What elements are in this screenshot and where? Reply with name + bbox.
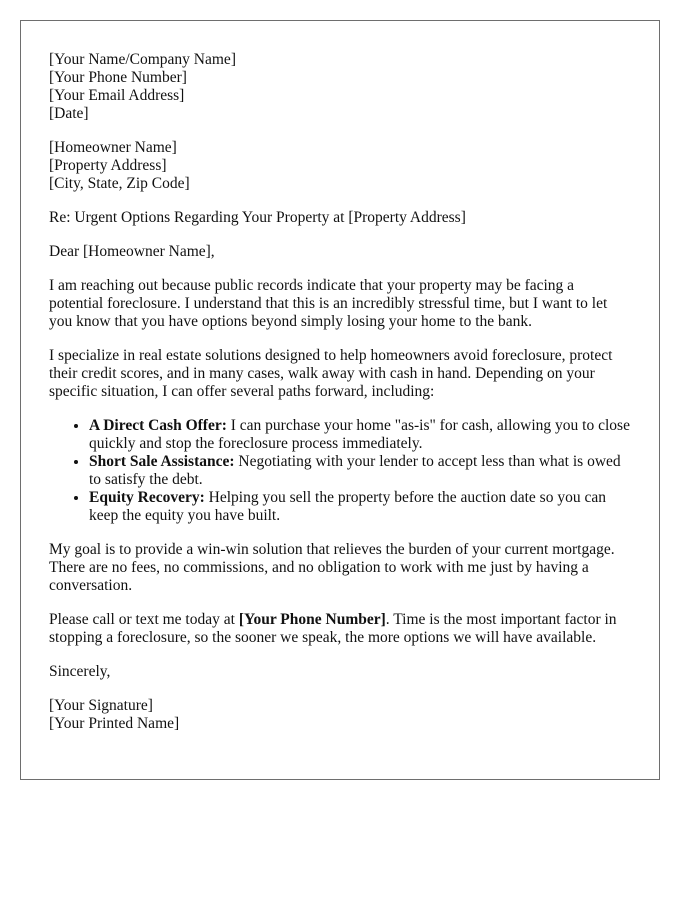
paragraph-call-to-action: [49, 611, 631, 647]
recipient-block: [49, 139, 631, 193]
sender-phone: [Your Phone Number]: [49, 69, 187, 86]
option-text: Helping you sell the property before the auction date so you can keep the equity you have built.: [89, 489, 606, 524]
signature-line: [Your Signature]: [49, 697, 153, 714]
list-item: [89, 489, 631, 525]
sender-email: [Your Email Address]: [49, 87, 185, 104]
closing: Sincerely,: [49, 663, 111, 680]
paragraph-intro: I am reaching out because public records indicate that your property may be facing a potential foreclosure. I understand that this is an incredibly stressful time, but I want to let you know that you have options beyond simply losing your home to the bank.: [49, 277, 608, 330]
cta-suffix: . Time is the most important factor in stopping a foreclosure, so the sooner we speak, the more options we will have available.: [49, 611, 617, 646]
list-item: [89, 417, 631, 453]
paragraph-services: I specialize in real estate solutions designed to help homeowners avoid foreclosure, protect their credit scores, and in many cases, walk away with cash in hand. Depending on your specific situation, I can offer several paths forward, including:: [49, 347, 613, 400]
salutation: Dear [Homeowner Name],: [49, 243, 215, 260]
signature-block: [49, 697, 631, 733]
option-title: Equity Recovery:: [89, 489, 205, 506]
letter-page: [20, 20, 660, 780]
printed-name: [Your Printed Name]: [49, 715, 180, 732]
recipient-name: [Homeowner Name]: [49, 139, 177, 156]
sender-name-company: [Your Name/Company Name]: [49, 51, 236, 68]
options-list: [49, 417, 631, 525]
option-title: A Direct Cash Offer:: [89, 417, 227, 434]
recipient-address: [Property Address]: [49, 157, 167, 174]
sender-block: [49, 51, 631, 123]
letter-date: [Date]: [49, 105, 89, 122]
list-item: [89, 453, 631, 489]
option-text: Negotiating with your lender to accept less than what is owed to satisfy the debt.: [89, 453, 621, 488]
subject-line: Re: Urgent Options Regarding Your Property at [Property Address]: [49, 209, 466, 226]
option-text: I can purchase your home "as-is" for cash, allowing you to close quickly and stop the foreclosure process immediately.: [89, 417, 630, 452]
cta-prefix: Please call or text me today at: [49, 611, 239, 628]
paragraph-goal: My goal is to provide a win-win solution that relieves the burden of your current mortgage. There are no fees, no commissions, and no obligation to work with me just by having a conversation.: [49, 541, 615, 594]
recipient-city-state-zip: [City, State, Zip Code]: [49, 175, 190, 192]
cta-phone: [Your Phone Number]: [238, 611, 386, 628]
option-title: Short Sale Assistance:: [89, 453, 235, 470]
